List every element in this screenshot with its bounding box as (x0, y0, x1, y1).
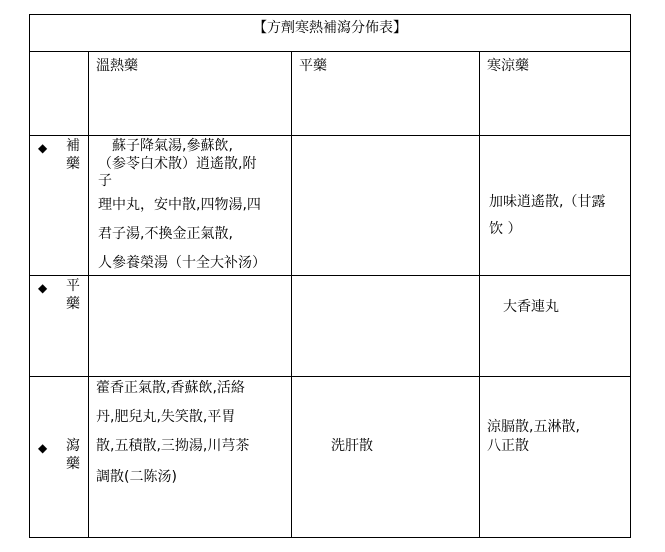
row-label-char: 藥 (66, 296, 80, 312)
distribution-table (29, 14, 631, 538)
table-title: 【方劑寒熱補瀉分佈表】 (253, 20, 407, 36)
col-divider-3 (479, 51, 480, 537)
row1-divider (30, 275, 630, 276)
cell-neutral-cool-line: 大香連丸 (503, 299, 559, 315)
header-cool: 寒涼藥 (487, 58, 529, 74)
col-divider-2 (291, 51, 292, 537)
cell-purge-cool-line: 涼膈散,五淋散, (487, 419, 580, 435)
cell-tonify-warm-line: 人參養榮湯（十全大补汤） (98, 255, 266, 271)
row-label-neutral (64, 277, 82, 313)
row-label-char: 藥 (66, 456, 80, 472)
row-label-char: 平 (66, 278, 80, 294)
row-bullet: ◆ (38, 141, 48, 155)
header-warm: 溫熱藥 (96, 58, 138, 74)
header-neutral: 平藥 (299, 58, 327, 74)
cell-tonify-warm-line: （参苓白术散）逍遙散,附 (98, 156, 257, 172)
cell-tonify-warm-line: 子 (98, 173, 112, 189)
cell-tonify-warm-line: 蘇子降氣湯,參蘇飲, (112, 138, 233, 154)
cell-tonify-warm-line: 理中丸，安中散,四物湯,四 (98, 197, 261, 213)
row2-divider (30, 376, 630, 377)
cell-purge-warm-line: 丹,肥兒丸,失笑散,平胃 (96, 409, 236, 425)
cell-purge-warm-line: 調散(二陈汤) (96, 469, 177, 485)
cell-purge-warm-line: 散,五積散,三拗湯,川芎茶 (96, 438, 250, 454)
cell-purge-warm-line: 藿香正氣散,香蘇飲,活絡 (96, 380, 245, 396)
row-bullet: ◆ (38, 281, 48, 295)
cell-tonify-warm-line: 君子湯,不換金正氣散, (98, 226, 233, 242)
col-divider-1 (88, 51, 89, 537)
cell-purge-cool-line: 八正散 (487, 438, 529, 454)
row-label-char: 補 (66, 138, 80, 154)
cell-tonify-cool-line: 饮 ） (489, 221, 522, 237)
row-bullet: ◆ (38, 441, 48, 455)
cell-purge-neutral-line: 洗肝散 (331, 438, 373, 454)
row-label-purge (64, 437, 82, 473)
row-label-char: 藥 (66, 156, 80, 172)
row-label-tonify (64, 137, 82, 173)
row-label-char: 瀉 (66, 438, 80, 454)
cell-tonify-cool-line: 加味逍遙散,（甘露 (489, 194, 606, 210)
title-divider (30, 51, 630, 52)
header-divider (30, 135, 630, 136)
